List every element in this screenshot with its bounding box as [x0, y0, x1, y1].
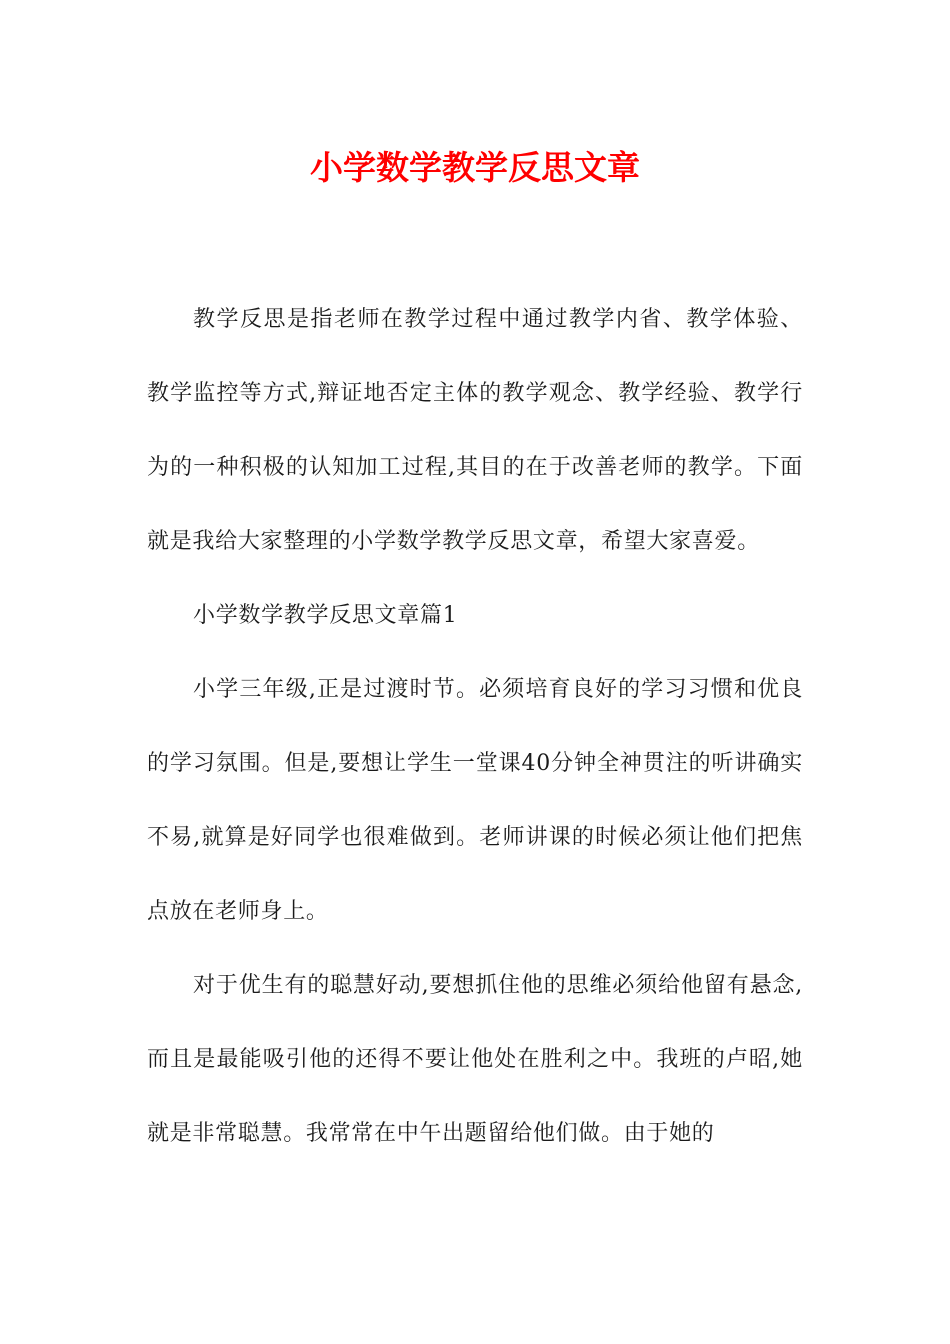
- document-title: 小学数学教学反思文章: [310, 148, 640, 187]
- section-heading: 小学数学教学反思文章篇1: [193, 603, 458, 628]
- body-paragraph: 小学三年级,正是过渡时节。必须培育良好的学习习惯和优良的学习氛围。但是,要想让学生一堂课40分钟全神贯注的听讲确实不易,就算是好同学也很难做到。老师讲课的时候必须让他们把焦点放在老师身上。: [147, 677, 803, 924]
- document-body: [147, 283, 803, 1171]
- body-paragraph: 对于优生有的聪慧好动,要想抓住他的思维必须给他留有悬念,而且是最能吸引他的还得不要让他处在胜利之中。我班的卢昭,她就是非常聪慧。我常常在中午出题留给他们做。由于她的: [147, 973, 803, 1146]
- intro-paragraph: 教学反思是指老师在教学过程中通过教学内省、教学体验、教学监控等方式,辩证地否定主体的教学观念、教学经验、教学行为的一种积极的认知加工过程,其目的在于改善老师的教学。下面就是我给大家整理的小学数学教学反思文章，希望大家喜爱。: [147, 307, 803, 554]
